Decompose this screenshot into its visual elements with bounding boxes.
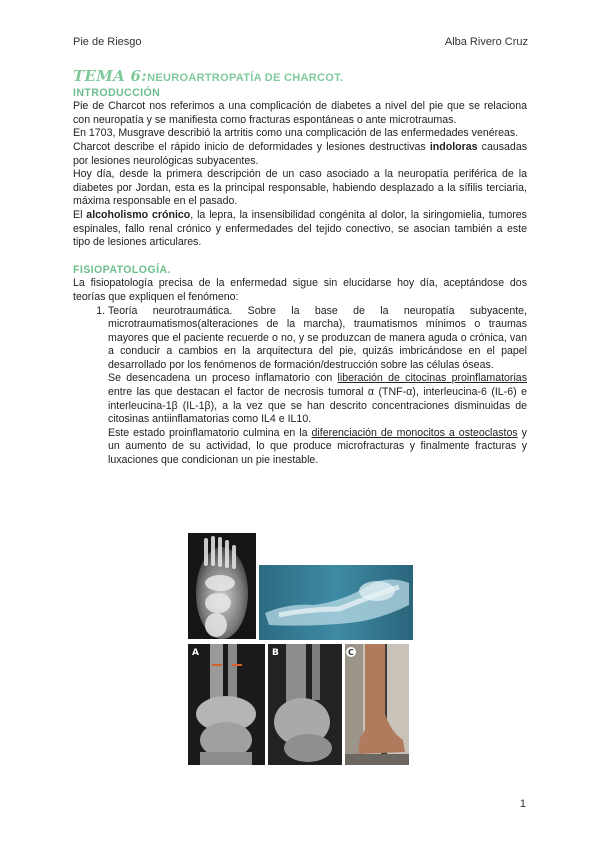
figure-label-b: B [272, 648, 279, 658]
photo-foot-image-c [345, 644, 409, 765]
fisio-paragraph: La fisiopatología precisa de la enfermedad sigue sin elucidarse hoy día, aceptándose dos teorías que expliquen el fenómeno: [73, 277, 527, 303]
intro-paragraph: Hoy día, desde la primera descripción de un caso asociado a la neuropatía periférica de la diabetes por Jordan, esta es la principal responsable, habiendo desplazado a la sífilis terciaria, máxima responsable en el pasado. [73, 168, 527, 208]
intro-paragraph: Charcot describe el rápido inicio de deformidades y lesiones destructivas indoloras causadas por lesiones neurológicas subyacentes. [73, 140, 528, 167]
topic-name: NEUROARTROPATÍA DE CHARCOT. [147, 72, 344, 84]
intro-heading: INTRODUCCIÓN [73, 86, 161, 99]
intro-paragraph: El alcoholismo crónico, la lepra, la insensibilidad congénita al dolor, la siringomielia, tumores espinales, fallo renal crónico y enfermedades del tejido conectivo, se asocian también a este tipo de lesiones articulares. [73, 208, 527, 249]
intro-paragraph: En 1703, Musgrave describió la artritis como una complicación de las enfermedades venéreas. [73, 127, 519, 140]
fisio-heading: FISIOPATOLOGÍA. [73, 263, 171, 276]
xray-ankle-image-b [268, 644, 342, 765]
xray-ankle-image-a [188, 644, 265, 765]
list-item-sub: Este estado proinflamatorio culmina en la diferenciación de monocitos a osteoclastos y un aumento de su actividad, lo que produce microfracturas y finalmente fracturas y luxaciones que condicionan un pie inestable. [108, 426, 527, 467]
intro-paragraph: Pie de Charcot nos referimos a una complicación de diabetes a nivel del pie que se relaciona con neuropatía y se manifiesta como fracturas espontáneas o ante microtraumas. [73, 100, 527, 126]
xray-foot-lateral-image [259, 565, 413, 640]
figure-label-c: C [348, 648, 354, 657]
document-body [73, 67, 528, 468]
list-item: 1. Teoría neurotraumática. Sobre la base de la neuropatía subyacente, microtraumatismos(alteraciones de la marcha), traumatismos mínimos o traumas mayores que el paciente recuerde o no, y se produzcan de manera aguda o crónica, van a conducir a cambios en la arquitectura del pie, quizás imbricándose en el papel desarrollado por los fenómenos de formación/destrucción sobre las células óseas. Se desencadena un proceso inflamatorio con liberación de citocinas proinflamatorias entre las que destacan el factor de necrosis tumoral α (TNF-α), interleucina-6 (IL-6) e interleucina-1β (IL-1β), a la vez que se han descrito concentraciones disminuidas de citosinas antiinflamatorias como IL4 e IL10. Este estado proinflamatorio culmina en la diferenciación de monocitos a osteoclastos y un aumento de su actividad, lo que produce microfracturas y finalmente fracturas y luxaciones que condicionan un pie inestable. [108, 305, 527, 468]
topic-title [73, 67, 527, 86]
header-right: Alba Rivero Cruz [444, 36, 528, 48]
topic-number: TEMA 6: [73, 67, 148, 85]
xray-foot-oblique-image [188, 533, 256, 639]
theory-list [73, 305, 527, 468]
figure-label-a: A [192, 648, 199, 658]
header-left: Pie de Riesgo [73, 36, 142, 48]
page-number: 1 [519, 798, 526, 810]
list-item-sub: Se desencadena un proceso inflamatorio con liberación de citocinas proinflamatorias entre las que destacan el factor de necrosis tumoral α (TNF-α), interleucina-6 (IL-6) e interleucina-1β (IL-1β), a la vez que se han descrito concentraciones disminuidas de citosinas antiinflamatorias como IL4 e IL10. [108, 372, 527, 426]
